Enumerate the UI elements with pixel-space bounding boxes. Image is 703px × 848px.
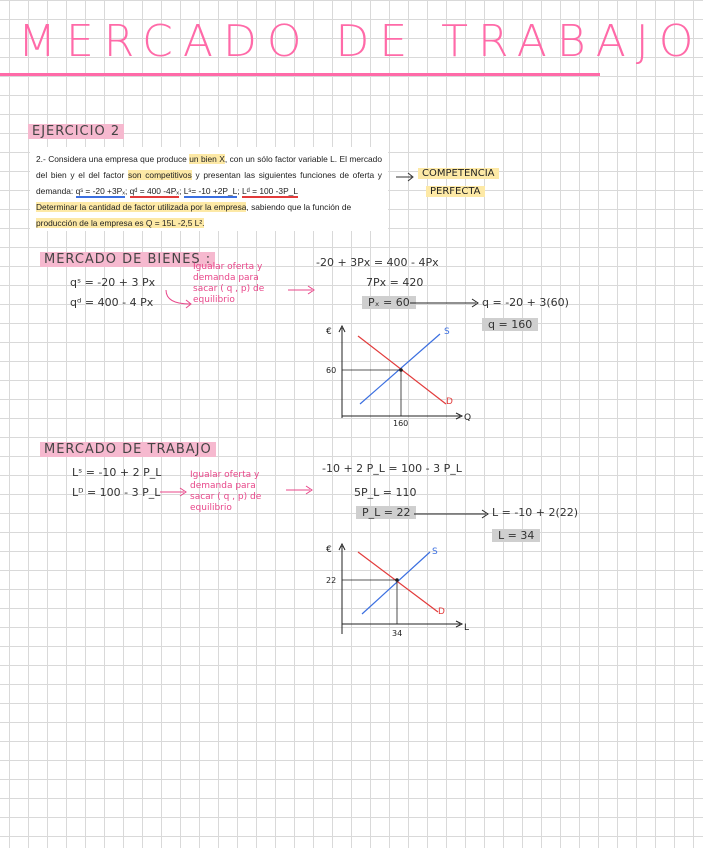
exercise-statement xyxy=(30,147,388,231)
equilibrium-point xyxy=(399,368,403,372)
price-axis-label: € xyxy=(326,545,332,555)
bienes-supply-eq: qˢ = -20 + 3 Px xyxy=(70,276,156,289)
exercise-text: , con un sólo factor variable L. El mercado del bien y el del factor xyxy=(36,154,382,180)
arrow-icon xyxy=(160,482,190,502)
trabajo-result xyxy=(492,529,540,542)
supply-label: S xyxy=(432,547,438,557)
trabajo-step1: -10 + 2 P_L = 100 - 3 P_L xyxy=(322,462,462,475)
demand-curve xyxy=(358,552,438,612)
supply-curve xyxy=(362,552,430,614)
trabajo-price xyxy=(356,506,416,519)
quantity-axis-label: L xyxy=(464,623,470,633)
arrow-icon xyxy=(410,298,480,308)
exercise-highlight: son competitivos xyxy=(128,170,192,180)
bienes-result xyxy=(482,318,538,331)
trabajo-price-value: P_L = 22 xyxy=(356,506,416,519)
bienes-price xyxy=(362,296,416,309)
note-line: demanda para xyxy=(190,481,256,491)
arrow-icon xyxy=(286,485,316,495)
equilibrium-quantity-label: 160 xyxy=(393,419,409,428)
trabajo-step2: 5P_L = 110 xyxy=(354,486,417,499)
note-line: equilibrio xyxy=(190,503,232,513)
perfecta-text: PERFECTA xyxy=(426,186,485,197)
supply-good-formula: qˢ = -20 +3Pₓ xyxy=(75,186,125,196)
trabajo-supply-eq: Lˢ = -10 + 2 P_L xyxy=(72,466,162,479)
competencia-text: COMPETENCIA xyxy=(418,168,499,179)
page-title: MERCADO DE TRABAJO xyxy=(18,16,703,67)
note-line: Igualar oferta y xyxy=(190,470,260,480)
trabajo-note xyxy=(190,470,261,514)
bienes-note xyxy=(193,262,264,306)
note-line: demanda para xyxy=(193,273,259,283)
bienes-graph xyxy=(322,322,472,426)
competencia-label xyxy=(418,168,499,179)
arrow-icon xyxy=(414,509,490,519)
exercise-question: Determinar la cantidad de factor utilizada por la empresa xyxy=(36,202,247,212)
curved-arrow-icon xyxy=(164,288,194,318)
bienes-step1: -20 + 3Px = 400 - 4Px xyxy=(316,256,439,269)
title-underline xyxy=(0,73,600,76)
bienes-heading-text: MERCADO DE BIENES : xyxy=(40,252,215,267)
trabajo-result-eq: L = -10 + 2(22) xyxy=(492,506,579,519)
bienes-result-value: q = 160 xyxy=(482,318,538,331)
note-line: Igualar oferta y xyxy=(193,262,263,272)
quantity-axis-label: Q xyxy=(464,413,472,423)
perfecta-label xyxy=(426,186,485,197)
separator: ; xyxy=(179,186,184,196)
exercise-text: y presentan las siguientes funciones de oferta y demanda: xyxy=(36,170,382,196)
arrow-icon xyxy=(396,172,416,182)
bienes-price-value: Pₓ = 60 xyxy=(362,296,416,309)
equilibrium-quantity-label: 34 xyxy=(392,629,403,638)
separator: ; xyxy=(237,186,242,196)
equilibrium-price-label: 60 xyxy=(326,366,337,375)
supply-labor-formula: Lˢ= -10 +2P_L xyxy=(183,186,238,196)
separator: ; xyxy=(124,186,130,196)
exercise-label xyxy=(28,124,124,139)
bienes-step2: 7Px = 420 xyxy=(366,276,424,289)
trabajo-demand-eq: Lᴰ = 100 - 3 P_L xyxy=(72,486,161,499)
demand-label: D xyxy=(446,397,453,407)
demand-label: D xyxy=(438,607,445,617)
exercise-label-text: EJERCICIO 2 xyxy=(28,124,124,139)
arrow-icon xyxy=(288,285,318,295)
trabajo-heading-text: MERCADO DE TRABAJO xyxy=(40,442,216,457)
equilibrium-price-label: 22 xyxy=(326,576,337,585)
trabajo-heading xyxy=(40,442,216,457)
demand-good-formula: qᵈ = 400 -4Pₓ xyxy=(129,186,180,196)
exercise-text: , sabiendo que la función de xyxy=(246,202,352,212)
demand-labor-formula: Lᵈ = 100 -3P_L xyxy=(241,186,298,196)
production-function: producción de la empresa es Q = 15L -2,5 L². xyxy=(36,218,205,228)
trabajo-result-value: L = 34 xyxy=(492,529,540,542)
exercise-highlight: un bien X xyxy=(189,154,225,164)
price-axis-label: € xyxy=(326,327,332,337)
note-line: sacar ( q , p) de xyxy=(190,492,262,502)
exercise-text: 2.- Considera una empresa que produce xyxy=(36,154,190,164)
equilibrium-point xyxy=(395,578,399,582)
bienes-demand-eq: qᵈ = 400 - 4 Px xyxy=(70,296,154,309)
note-line: sacar ( q , p) de xyxy=(193,284,265,294)
supply-label: S xyxy=(444,327,450,337)
bienes-result-eq: q = -20 + 3(60) xyxy=(482,296,569,309)
trabajo-graph xyxy=(322,540,472,644)
bienes-heading xyxy=(40,252,215,267)
note-line: equilibrio xyxy=(193,295,235,305)
